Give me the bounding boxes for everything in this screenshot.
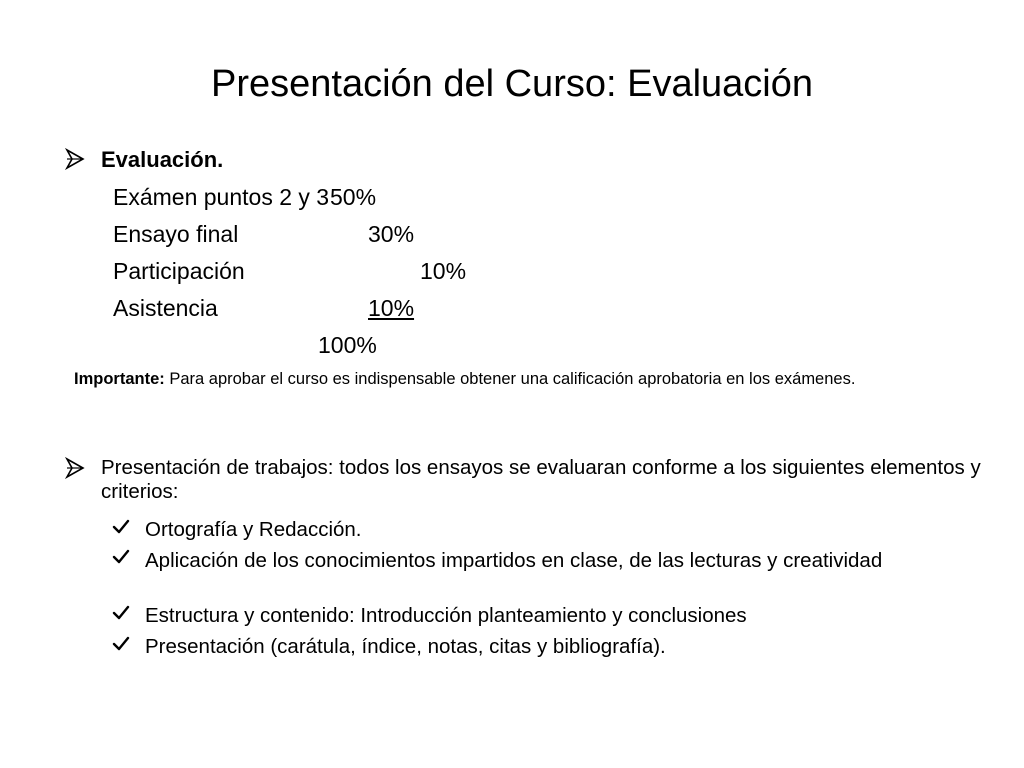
grade-total: 100% [318, 332, 377, 358]
important-note [74, 369, 944, 389]
checkmark-icon [111, 547, 131, 567]
grade-label: Asistencia [113, 295, 218, 321]
section-heading: Evaluación. [101, 147, 224, 172]
criteria-item: Ortografía y Redacción. [145, 518, 362, 541]
criteria-item: Aplicación de los conocimientos impartidos en clase, de las lecturas y creatividad [145, 549, 883, 572]
grade-label: Exámen puntos 2 y 3 [113, 184, 330, 210]
grade-value: 10% [420, 258, 467, 284]
note-label: Importante: [74, 370, 165, 388]
grade-value: 50% [330, 184, 377, 210]
checkmark-icon [111, 517, 131, 537]
criteria-item: Estructura y contenido: Introducción planteamiento y conclusiones [145, 604, 747, 627]
grade-label: Ensayo final [113, 221, 239, 247]
arrow-bullet-icon [64, 148, 86, 170]
grade-value: 10% [368, 295, 415, 321]
slide-title: Presentación del Curso: Evaluación [210, 63, 813, 105]
checkmark-icon [111, 634, 131, 654]
criteria-item: Presentación (carátula, índice, notas, citas y bibliografía). [145, 635, 666, 658]
note-text: Para aprobar el curso es indispensable obtener una calificación aprobatoria en los exámenes. [164, 370, 856, 388]
checkmark-icon [111, 603, 131, 623]
grade-value: 30% [368, 221, 415, 247]
grade-label: Participación [113, 258, 245, 284]
arrow-bullet-icon [64, 457, 86, 479]
section-paragraph: Presentación de trabajos: todos los ensayos se evaluaran conforme a los siguientes elementos y criterios: [101, 456, 981, 503]
